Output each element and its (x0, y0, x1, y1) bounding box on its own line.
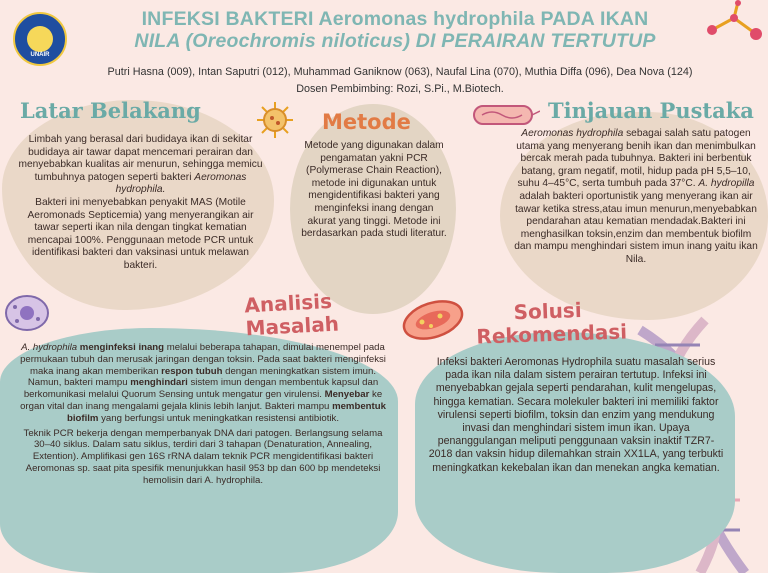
analisis-text-1: melalui beberapa tahapan, dimulai menempel pada permukaan tubuh dan merusak jaringan dengan toksin. Pada saat bakteri menginfeksi maka inang akan memberikan (20, 342, 386, 377)
analisis-strong-2: respon tubuh (161, 365, 223, 377)
university-logo-icon (13, 12, 67, 66)
solusi-body: Infeksi bakteri Aeromonas Hydrophila suatu masalah serius pada ikan nila dalam sistem perairan tertutup. Infeksi ini menyebabkan gejala seperti pendarahan, kulit mengelupas, hingga kematian. Secara molekuler bakteri ini memiliki faktor virulensi seperti biofilm, toksin dan enzim yang mendukung invasi dan menghindari sistem imun ikan. Upaya penanggulangan meliputi penggunaan vaksin inaktif TZR7-2018 dan vaksin hidup dilemahkan strain XX1LA, yang terbukti meningkatkan kekebalan ikan dan menekan angka kematian. (428, 356, 724, 474)
tinjauan-text-2: adalah bakteri oportunistik yang menyerang ikan air tawar ketika stress,atau imun menurun,menyebabkan pendarahan atau kematian mendadak.Bakteri ini menghasilkan toksin,enzim dan membentuk biofilm dan mampu menghindari sistem imun inang yaitu ikan Nila. (514, 190, 758, 265)
virus-icon (255, 100, 295, 140)
analisis-text-2: dengan meningkatkan sistem imun. Namun, bakteri mampu (27, 365, 377, 389)
analisis-strong-4: Menyebar (324, 389, 370, 401)
title-line-2: NILA (Oreochromis niloticus) DI PERAIRAN TERTUTUP (134, 30, 656, 52)
tinjauan-body (512, 128, 760, 267)
analisis-p2: Teknik PCR bekerja dengan memperbanyak DNA dari patogen. Berlangsung selama 30–40 siklus. Dalam satu siklus, terdiri dari 3 tahapan (Denaturation, Annealing, Extention). Amplifikasi gen 16S rRNA dalam teknik PCR mengidentifikasi bakteri Aeromonas sp. saat pita spesifik menunjukkan hasil 953 bp dan 600 bp mendeteksi hemolisin dari (23, 427, 383, 486)
solusi-heading-line-2: Rekomendasi (476, 319, 628, 349)
analisis-heading-line-1: Analisis (243, 288, 333, 318)
analisis-heading-line-2: Masalah (245, 311, 340, 341)
latar-p1-italic: Aeromonas hydrophila. (115, 171, 247, 196)
supervisor: Dosen Pembimbing: Rozi, S.Pi., M.Biotech. (296, 83, 504, 95)
analisis-text-3: sistem imun dengan membentuk kapsul dan berkomunikasi melalui Quorum Sensing untuk mengatur gen virulensi. (23, 377, 379, 401)
bacillus-bacteria-icon (470, 100, 540, 130)
analisis-p2-italic: A. hydrophila. (204, 474, 263, 486)
analisis-text-4: ke organ vital dan inang mengalami gejala klinis lebih lanjut. Bakteri mampu (20, 389, 383, 412)
solusi-heading-line-1: Solusi (513, 297, 582, 325)
tinjauan-italic-2: A. hydropilla (698, 178, 755, 190)
tinjauan-heading: Tinjauan Pustaka (548, 98, 754, 123)
latar-p2: Bakteri ini menyebabkan penyakit MAS (Motile Aeromonads Septicemia) yang menyerangikan air tawar seperti ikan nila dengan tingkat kematian mencapai 100%. Penggunaan metode PCR untuk identifikasi bakteri dan vaksinasi untuk melawan bakteri. (27, 196, 254, 271)
logo-text: UNAIR (30, 52, 50, 58)
tinjauan-italic-1: Aeromonas hydrophila (521, 128, 624, 139)
molecule-icon (700, 0, 768, 55)
latar-p1: Limbah yang berasal dari budidaya ikan di sekitar budidaya air tawar dapat mencemari perairan dan menyebabkan kualitas air menurun, sehingga memicu tumbuhnya patogen seperti bakteri (18, 134, 263, 183)
metode-heading: Metode (322, 110, 411, 134)
analisis-strong-5: membentuk biofilm (67, 400, 386, 424)
analisis-text-5: yang berfungsi untuk meningkatkan resistensi antibiotik. (98, 412, 339, 424)
latar-body (18, 134, 263, 273)
analisis-strong-1: menginfeksi inang (77, 342, 165, 353)
page-title (95, 8, 695, 52)
analisis-strong-3: menghindari (130, 377, 188, 389)
solusi-heading (475, 297, 627, 348)
analisis-italic-1: A. hydrophila (21, 342, 78, 353)
tinjauan-text-1: sebagai salah satu patogen utama yang menyerang benih ikan dan menimbulkan bercak merah pada tubuhnya. Bakteri ini berbentuk batang, gram negatif, motil, hidup pada pH 5,5–10, suhu 4–45°C, serta tumbuh pada 37°C. (516, 128, 756, 190)
cell-icon (3, 293, 51, 333)
metode-body: Metode yang digunakan dalam pengamatan yakni PCR (Polymerase Chain Reaction), metode ini digunakan untuk mengidentifikasi bakteri yang menginfeksi inang dengan akurat yang tinggi. Metode ini berdasarkan pada studi literatur. (301, 140, 447, 240)
bacterium-icon (398, 296, 468, 344)
title-line-1: INFEKSI BAKTERI Aeromonas hydrophila PADA IKAN (141, 8, 649, 30)
authors: Putri Hasna (009), Intan Saputri (012), Muhammad Ganiknow (063), Naufal Lina (070), Muthia Diffa (096), Dea Nova (124) (107, 66, 693, 78)
latar-heading: Latar Belakang (20, 98, 201, 123)
analisis-body (18, 342, 388, 487)
analisis-heading (244, 290, 340, 341)
